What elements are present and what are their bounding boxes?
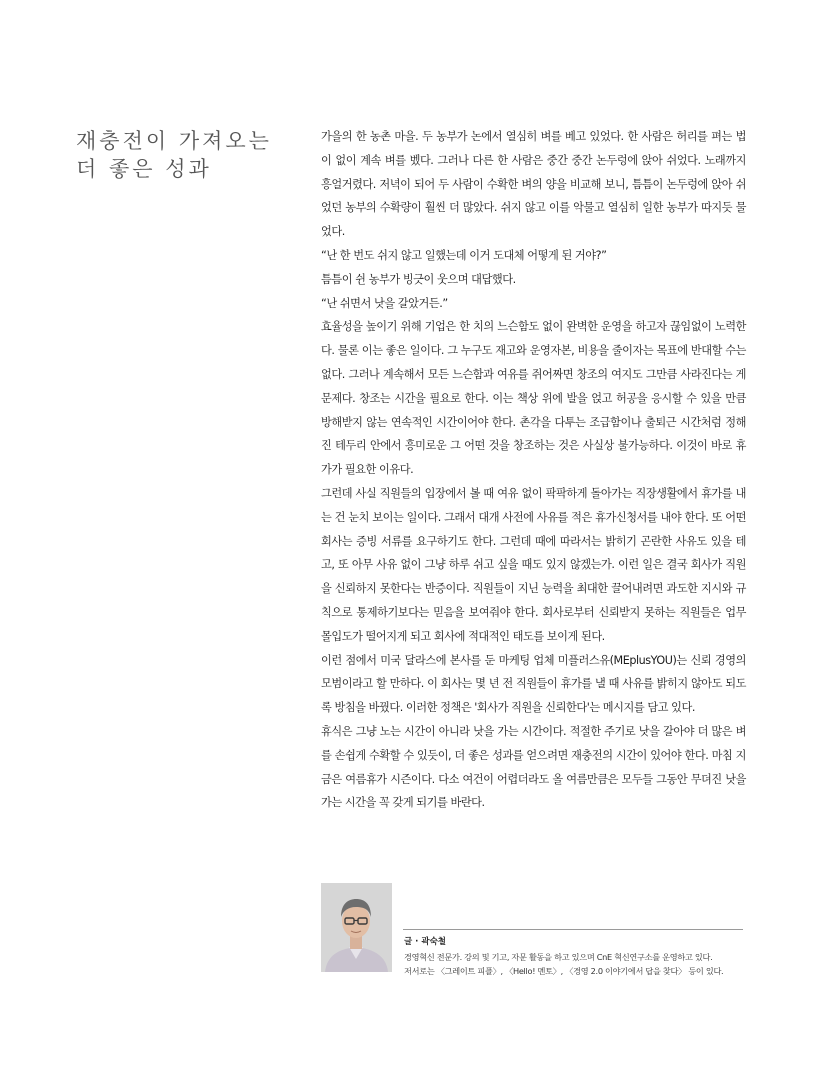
article-body xyxy=(321,125,746,815)
paragraph-5: 효율성을 높이기 위해 기업은 한 치의 느슨함도 없이 완벽한 운영을 하고자 끊임없이 노력한다. 물론 이는 좋은 일이다. 그 누구도 재고와 운영자본, 비용을 줄이자는 목표에 반대할 수는 없다. 그러나 계속해서 모든 느슨함과 여유를 쥐어짜면 창조의 여지도 그만큼 사라진다는 게 문제다. 창조는 시간을 필요로 한다. 이는 책상 위에 발을 얹고 허공을 응시할 수 있을 만큼 방해받지 않는 연속적인 시간이어야 한다. 촌각을 다투는 조급함이나 출퇴근 시간처럼 정해진 테두리 안에서 흥미로운 그 어떤 것을 창조하는 것은 사실상 불가능하다. 이것이 바로 휴가가 필요한 이유다. xyxy=(321,320,746,477)
article-title xyxy=(76,127,286,183)
paragraph-1: 가을의 한 농촌 마을. 두 농부가 논에서 열심히 벼를 베고 있었다. 한 사람은 허리를 펴는 법이 없이 계속 벼를 벴다. 그러나 다른 한 사람은 중간 중간 논두렁에 앉아 쉬었다. 노래까지 흥얼거렸다. 저녁이 되어 두 사람이 수확한 벼의 양을 비교해 보니, 틈틈이 논두렁에 앉아 쉬었던 농부의 수확량이 훨씬 더 많았다. 쉬지 않고 이를 악물고 열심히 일한 농부가 따지듯 물었다. xyxy=(321,130,746,239)
paragraph-6: 그런데 사실 직원들의 입장에서 볼 때 여유 없이 팍팍하게 돌아가는 직장생활에서 휴가를 내는 건 눈치 보이는 일이다. 그래서 대개 사전에 사유를 적은 휴가신청서를 내야 한다. 또 어떤 회사는 증빙 서류를 요구하기도 한다. 그런데 때에 따라서는 밝히기 곤란한 사유도 있을 테고, 또 아무 사유 없이 그냥 하루 쉬고 싶을 때도 있지 않겠는가. 이런 일은 결국 회사가 직원을 신뢰하지 못한다는 반증이다. 직원들이 지닌 능력을 최대한 끌어내려면 과도한 지시와 규칙으로 통제하기보다는 믿음을 보여줘야 한다. 회사로부터 신뢰받지 못하는 직원들은 업무 몰입도가 떨어지게 되고 회사에 적대적인 태도를 보이게 된다. xyxy=(321,486,746,643)
title-line-1: 재충전이 가져오는 xyxy=(76,129,272,153)
paragraph-2: “난 한 번도 쉬지 않고 일했는데 이거 도대체 어떻게 된 거야?” xyxy=(321,248,607,262)
paragraph-3: 틈틈이 쉰 농부가 빙긋이 웃으며 대답했다. xyxy=(321,272,516,286)
paragraph-8: 휴식은 그냥 노는 시간이 아니라 낫을 가는 시간이다. 적절한 주기로 낫을 갈아야 더 많은 벼를 손쉽게 수확할 수 있듯이, 더 좋은 성과를 얻으려면 재충전의 시간이 있어야 한다. 마침 지금은 여름휴가 시즌이다. 다소 여건이 어렵더라도 올 여름만큼은 모두들 그동안 무뎌진 낫을 가는 시간을 꼭 갖게 되기를 바란다. xyxy=(321,724,746,810)
paragraph-7: 이런 점에서 미국 달라스에 본사를 둔 마케팅 업체 미플러스유(MEplusYOU)는 신뢰 경영의 모범이라고 할 만하다. 이 회사는 몇 년 전 직원들이 휴가를 낼 때 사유를 밝히지 않아도 되도록 방침을 바꿨다. 이러한 정책은 '회사가 직원을 신뢰한다'는 메시지를 담고 있다. xyxy=(321,653,746,715)
author-name: 글 · 곽숙철 xyxy=(404,937,446,947)
paragraph-4: “난 쉬면서 낫을 갈았거든.” xyxy=(321,296,448,310)
author-bio-line-2: 저서로는 〈그레이트 피플〉, 〈Hello! 멘토〉, 〈경영 2.0 이야기에서 답을 찾다〉 등이 있다. xyxy=(404,966,724,976)
author-divider xyxy=(403,929,743,930)
author-photo xyxy=(321,883,392,972)
author-bio xyxy=(404,950,749,978)
title-line-2: 더 좋은 성과 xyxy=(76,157,212,181)
author-bio-line-1: 경영혁신 전문가. 강의 및 기고, 자문 활동을 하고 있으며 CnE 혁신연구소를 운영하고 있다. xyxy=(404,952,713,962)
